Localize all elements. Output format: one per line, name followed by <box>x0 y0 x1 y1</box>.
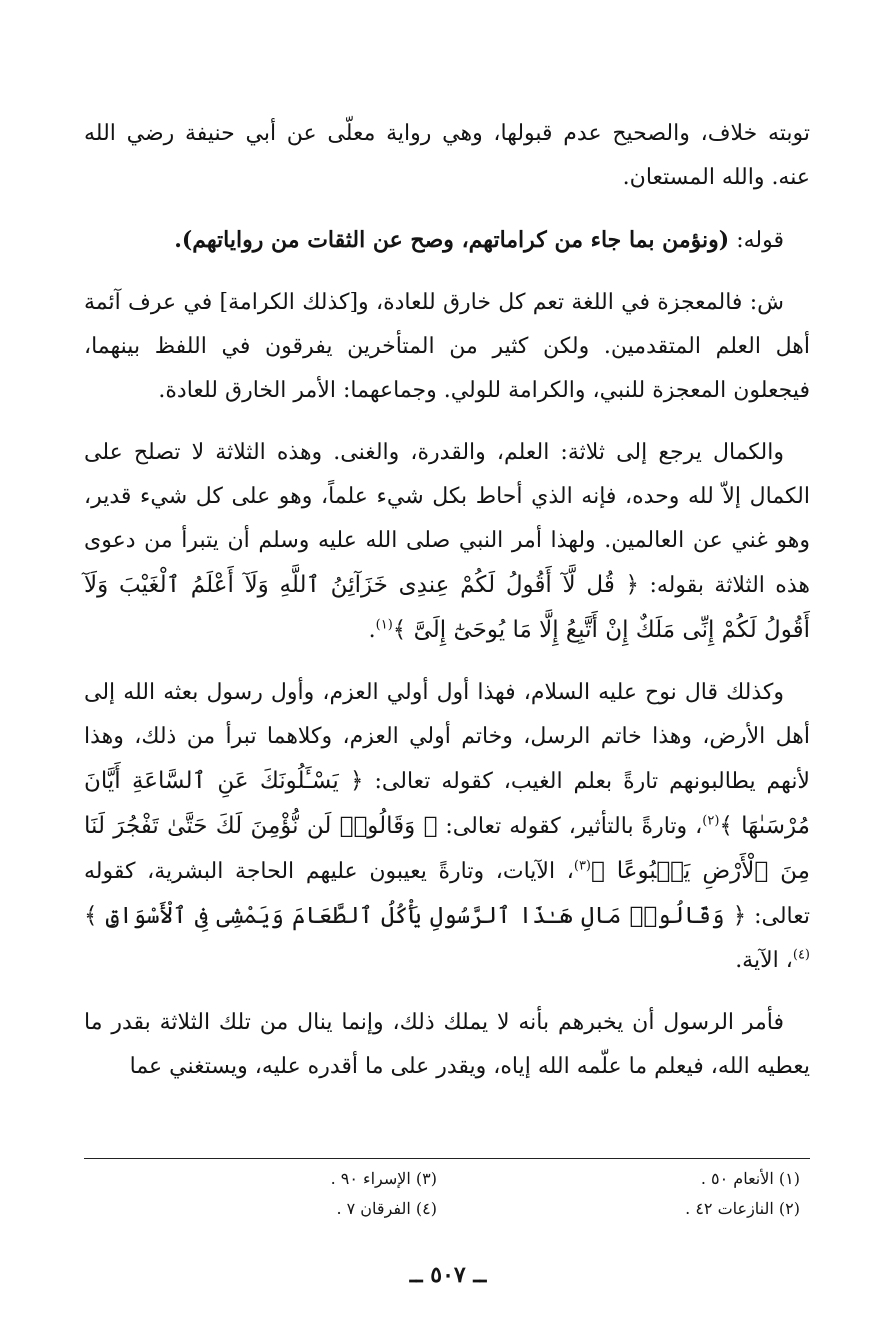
footnote-4: (٤) الفرقان ٧ . <box>336 1199 437 1218</box>
footnotes <box>84 1166 810 1222</box>
footnote-ref-4: (٤) <box>792 947 810 963</box>
footnote-ref-3: (٣) <box>573 858 591 874</box>
paragraph-4-end: . <box>368 618 376 643</box>
quran-verse-3: ﴿ وَقَالُوا۟ لَن نُّؤْمِنَ لَكَ حَتَّىٰ تَفْجُرَ لَنَا مِنَ ٱلْأَرْضِ يَنۢبُوعًا ﴾ <box>84 813 810 884</box>
quote-label: قوله: <box>736 228 784 253</box>
footnote-ref-1: (١) <box>375 617 393 633</box>
paragraph-6 <box>84 1001 810 1089</box>
page-body <box>84 112 810 1107</box>
quoted-creed-text: (ونؤمن بما جاء من كراماتهم، وصح عن الثقات من رواياتهم). <box>174 227 730 253</box>
paragraph-1 <box>84 112 810 200</box>
paragraph-5 <box>84 671 810 983</box>
footnote-1: (١) الأنعام ٥٠ . <box>700 1169 800 1188</box>
page-number: ــ ٥٠٧ ــ <box>409 1262 487 1288</box>
footnote-divider <box>84 1158 810 1159</box>
paragraph-5-text-c: ، الآيات، وتارةً يعيبون عليهم الحاجة البشرية، كقوله تعالى: <box>84 859 810 929</box>
paragraph-2 <box>84 218 810 263</box>
footnote-2: (٢) النازعات ٤٢ . <box>685 1199 800 1218</box>
paragraph-3-text: ش: فالمعجزة في اللغة تعم كل خارق للعادة، و[كذلك الكرامة] في عرف آئمة أهل العلم المتقدمين. ولكن كثير من المتأخرين يفرقون في اللفظ بينهما، فيجعلون المعجزة للنبي، والكرامة للولي. وجماعهما: الأمر الخارق للعادة. <box>84 290 810 403</box>
paragraph-4 <box>84 431 810 653</box>
footnote-3: (٣) الإسراء ٩٠ . <box>330 1169 437 1188</box>
quran-verse-1: ﴿ قُل لَّآ أَقُولُ لَكُمْ عِندِى خَزَآئِنُ ٱللَّهِ وَلَآ أَعْلَمُ ٱلْغَيْبَ وَلَآ أَقُولُ لَكُمْ إِنِّى مَلَكٌ إِنْ أَتَّبِعُ إِلَّا مَا يُوحَىٰٓ إِلَىَّ ﴾ <box>84 572 810 643</box>
paragraph-3 <box>84 281 810 413</box>
paragraph-5-text-d: ، الآية. <box>735 948 793 973</box>
footnote-ref-2: (٢) <box>702 813 720 829</box>
paragraph-6-text: فأمر الرسول أن يخبرهم بأنه لا يملك ذلك، وإنما ينال من تلك الثلاثة بقدر ما يعطيه الله، فيعلم ما علّمه الله إياه، ويقدر على ما أقدره عليه، ويستغني عما <box>84 1010 810 1079</box>
paragraph-4-text: والكمال يرجع إلى ثلاثة: العلم، والقدرة، والغنى. وهذه الثلاثة لا تصلح على الكمال إلاّ لله وحده، فإنه الذي أحاط بكل شيء علماً، وهو على كل شيء قدير، وهو غني عن العالمين. ولهذا أمر النبي صلى الله عليه وسلم أن يتبرأ من دعوى هذه الثلاثة بقوله: <box>84 440 810 598</box>
paragraph-5-text-b: ، وتارةً بالتأثير، كقوله تعالى: <box>445 814 703 839</box>
quran-verse-4: ﴿ وَقَالُوا۟ مَالِ هَـٰذَا ٱلرَّسُولِ يَأْكُلُ ٱلطَّعَامَ وَيَمْشِى فِى ٱلْأَسْوَاقِ ﴾ <box>84 903 747 929</box>
paragraph-5-text-a: وكذلك قال نوح عليه السلام، فهذا أول أولي العزم، وأول رسول بعثه الله إلى أهل الأرض، وهذا خاتم الرسل، وخاتم أولي العزم، وكلاهما تبرأ من ذلك، وهذا لأنهم يطالبونهم تارةً بعلم الغيب، كقوله تعالى: <box>84 680 810 794</box>
paragraph-1-text: توبته خلاف، والصحيح عدم قبولها، وهي رواية معلّى عن أبي حنيفة رضي الله عنه. والله المستعان. <box>84 121 810 190</box>
quran-verse-2: ﴿ يَسْـَٔلُونَكَ عَنِ ٱلسَّاعَةِ أَيَّانَ مُرْسَىٰهَا ﴾ <box>84 768 810 839</box>
